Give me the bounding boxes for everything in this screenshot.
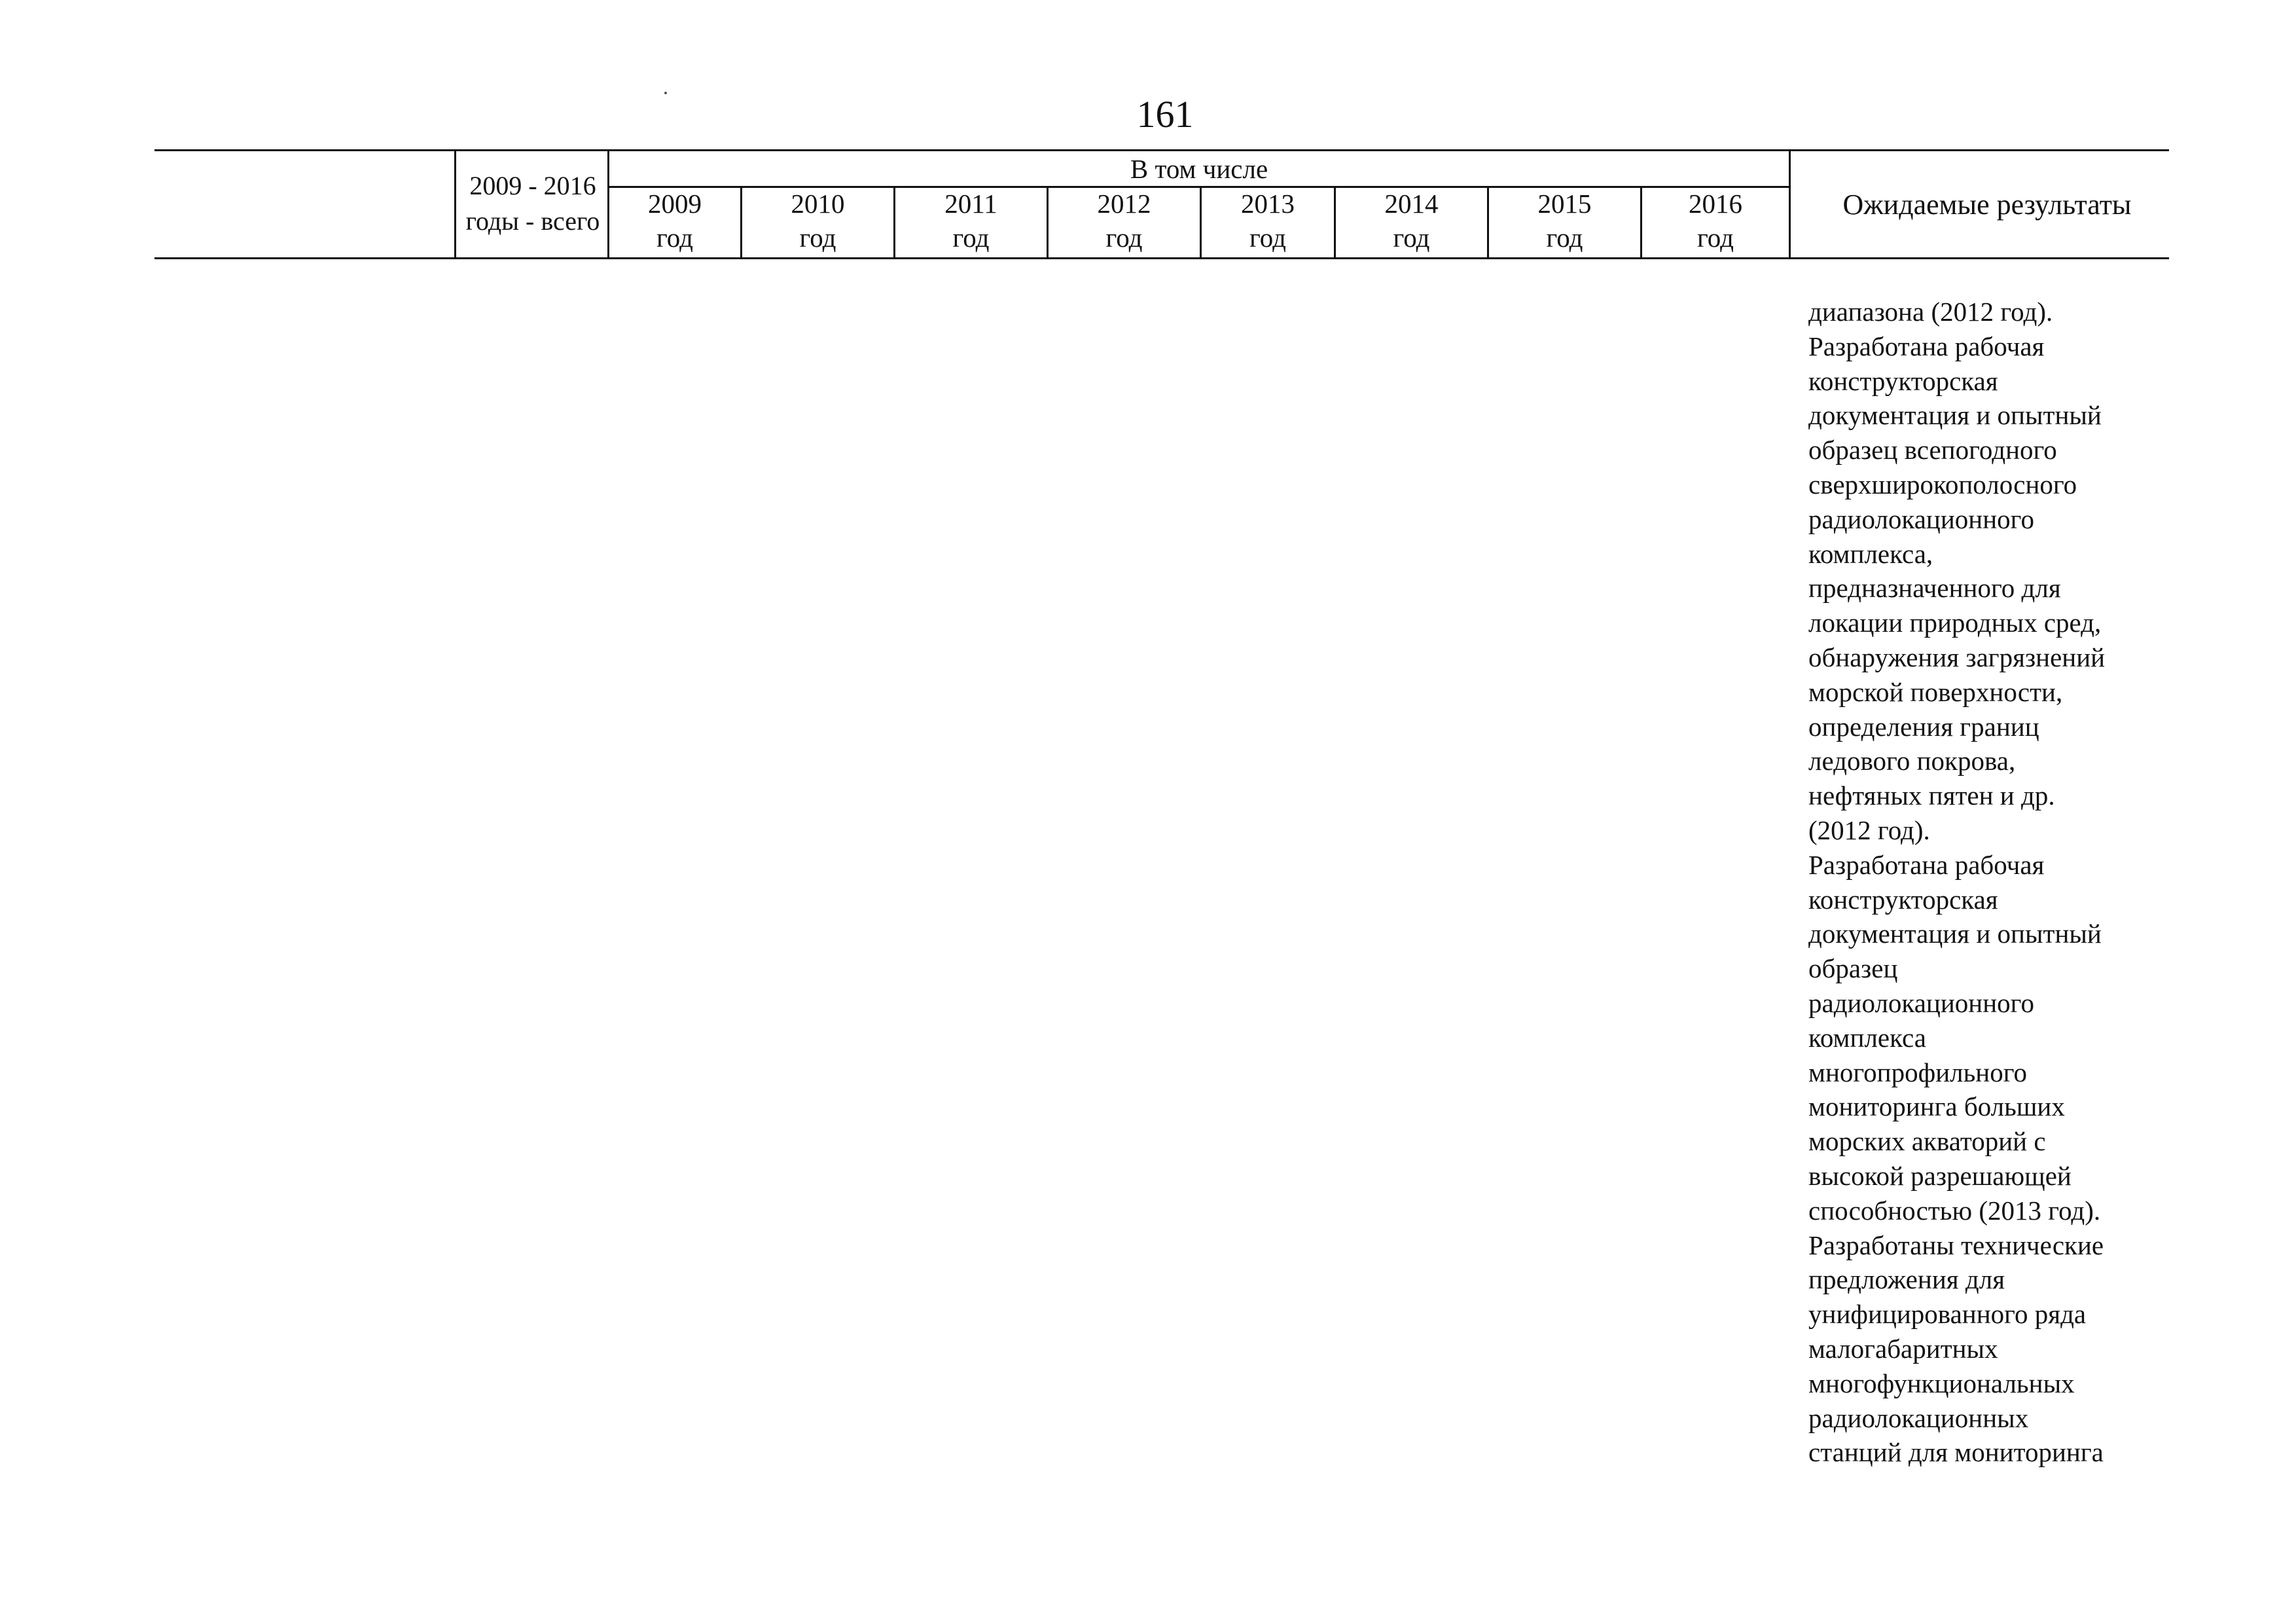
results-line: комплекса — [1808, 1022, 1926, 1053]
results-line: определения границ — [1808, 711, 2039, 742]
results-line: диапазона (2012 год). — [1808, 297, 2053, 327]
results-line: образец — [1808, 953, 1898, 984]
results-line: образец всепогодного — [1808, 435, 2057, 465]
total-header-line1: 2009 - 2016 — [469, 171, 596, 200]
results-line: документация и опытный — [1808, 400, 2102, 431]
year-unit: год — [1105, 223, 1143, 253]
results-header: Ожидаемые результаты — [1842, 189, 2132, 221]
results-line: (2012 год). — [1808, 814, 1930, 845]
results-line: нефтяных пятен и др. — [1808, 780, 2055, 811]
year-unit: год — [952, 223, 990, 253]
header-bottom-rule — [154, 257, 2169, 259]
including-header: В том числе — [1130, 154, 1268, 184]
year-value: 2011 — [944, 189, 997, 219]
results-line: Разработана рабочая — [1808, 849, 2045, 880]
year-value: 2009 — [648, 189, 702, 219]
results-line: конструкторская — [1808, 884, 1998, 915]
results-line: предложения для — [1808, 1264, 2005, 1295]
results-line: способностью (2013 год). — [1808, 1195, 2101, 1226]
year-cell-2012 — [1049, 187, 1200, 257]
results-line: радиолокационных — [1808, 1402, 2029, 1433]
results-line: Разработаны технические — [1808, 1230, 2104, 1260]
header-top-rule — [154, 149, 2169, 151]
results-line: высокой разрешающей — [1808, 1160, 2072, 1191]
results-line: мониторинга больших — [1808, 1091, 2065, 1122]
page-number: 161 — [1136, 93, 1194, 136]
results-line: локации природных сред, — [1808, 608, 2102, 638]
results-line: комплекса, — [1808, 538, 1933, 569]
results-line: обнаружения загрязнений — [1808, 642, 2106, 672]
col-divider — [1789, 149, 1791, 259]
results-line: малогабаритных — [1808, 1333, 1998, 1364]
results-line: предназначенного для — [1808, 573, 2061, 604]
year-unit: год — [1697, 223, 1734, 253]
year-unit: год — [1249, 223, 1286, 253]
results-line: конструкторская — [1808, 365, 1998, 396]
year-value: 2015 — [1537, 189, 1592, 219]
year-value: 2014 — [1384, 189, 1439, 219]
year-value: 2012 — [1097, 189, 1151, 219]
results-line: ледового покрова, — [1808, 746, 2016, 776]
results-line: морских акваторий с — [1808, 1126, 2046, 1157]
year-unit: год — [1546, 223, 1583, 253]
scan-speck — [664, 92, 667, 94]
year-cell-2011 — [895, 187, 1047, 257]
year-cell-2013 — [1202, 187, 1334, 257]
results-line: сверхширокополосного — [1808, 469, 2077, 500]
results-line: морской поверхности, — [1808, 676, 2063, 707]
year-cell-2015 — [1489, 187, 1640, 257]
results-line: станций для мониторинга — [1808, 1437, 2104, 1468]
results-line: многофункциональных — [1808, 1368, 2075, 1398]
results-line: радиолокационного — [1808, 987, 2034, 1018]
year-unit: год — [1393, 223, 1430, 253]
results-line: многопрофильного — [1808, 1057, 2028, 1087]
year-value: 2013 — [1241, 189, 1295, 219]
col-divider — [454, 149, 456, 259]
year-value: 2016 — [1689, 189, 1742, 219]
year-unit: год — [656, 223, 693, 253]
results-line: документация и опытный — [1808, 919, 2102, 949]
year-unit: год — [799, 223, 836, 253]
results-text — [1808, 295, 2175, 1470]
results-line: унифицированного ряда — [1808, 1299, 2087, 1330]
results-line: Разработана рабочая — [1808, 331, 2045, 361]
year-cell-2009 — [609, 187, 740, 257]
year-cell-2014 — [1336, 187, 1487, 257]
results-line: радиолокационного — [1808, 503, 2034, 534]
total-header-line2: годы - всего — [465, 206, 600, 236]
year-cell-2016 — [1642, 187, 1789, 257]
year-value: 2010 — [791, 189, 845, 219]
year-cell-2010 — [742, 187, 893, 257]
